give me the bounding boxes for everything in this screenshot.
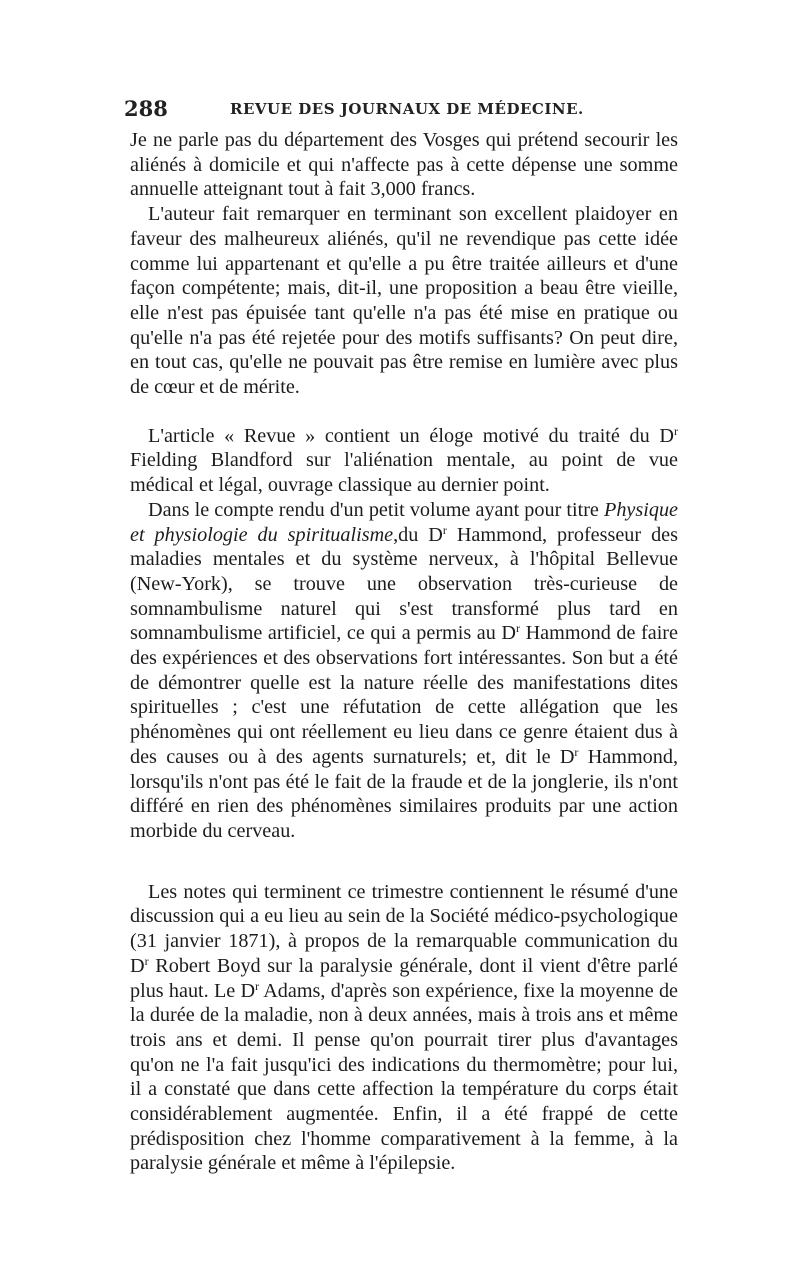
superscript: r [574, 744, 579, 759]
text-run: Fielding Blandford sur l'aliénation mentale, au point de vue médical et légal, ouvrage classique au dernier point. [130, 449, 678, 497]
paragraph-notes-trimestre [130, 880, 678, 1176]
paragraph-text: Je ne parle pas du département des Vosges qui prétend secourir les aliénés à domicile et qui n'affecte pas à cette dépense une somme annuelle atteignant tout à fait 3,000 francs. [130, 129, 678, 201]
text-run: Les notes qui terminent ce trimestre contiennent le résumé d'une discussion qui a eu lieu au sein de la Société médico-psychologique (31 janvier 1871), à propos de la remarquable communication du D [130, 880, 678, 977]
text-run: Hammond de faire des expériences et des observations fort intéressantes. Son but a été de démontrer quelle est la nature réelle des manifestations dites spirituelles ; c'est une réfutation de cette allégation que les phénomènes qui ont réellement eu lieu dans ce genre étaient dus à des causes ou à des agents surnaturels; et, dit le D [130, 622, 678, 768]
text-run: Robert Boyd sur la paralysie générale, dont il vient d'être parlé plus haut. Le D [130, 954, 678, 1002]
superscript: r [144, 953, 149, 968]
paragraph-hammond [130, 498, 678, 844]
text-run: Hammond, lorsqu'ils n'ont pas été le fait de la fraude et de la jonglerie, ils n'ont différé en rien des phénomènes similaires produits par une action morbide du cerveau. [130, 745, 678, 842]
running-title: REVUE DES JOURNAUX DE MÉDECINE. [230, 100, 584, 118]
text-run: Dans le compte rendu d'un petit volume ayant pour titre [148, 498, 604, 521]
page-number: 288 [124, 96, 168, 121]
text-run: Adams, d'après son expérience, fixe la moyenne de la durée de la maladie, non à deux années, mais à trois ans et même trois ans et demi. Il pense qu'on pourrait tirer plus d'avantages qu'on ne l'a fait jusqu'ici des indications du thermomètre; pour lui, il a constaté que dans cette affection la température du corps était considérablement augmentée. Enfin, il a été frappé de cette prédisposition chez l'homme comparativement à la femme, à la paralysie générale et même à l'épilepsie. [130, 979, 679, 1175]
paragraph-vosges [130, 128, 678, 202]
paragraph-plaidoyer [130, 202, 678, 400]
superscript: r [516, 621, 521, 636]
text-run: Hammond, professeur des maladies mentales et du système nerveux, à l'hôpital Bellevue (New-York), se trouve une observation très-curieuse de somnambulisme naturel qui s'est transformé plus tard en somnambulisme artificiel, ce qui a permis au D [130, 523, 678, 645]
text-run: ,du D [393, 523, 443, 546]
superscript: r [442, 522, 447, 537]
superscript: r [255, 978, 260, 993]
paragraph-article-revue [130, 424, 678, 498]
book-title: Physique et physiologie du spiritualisme [130, 498, 678, 546]
body-text [130, 128, 678, 1176]
book-page [124, 96, 679, 1176]
superscript: r [674, 423, 678, 438]
paragraph-text: L'auteur fait remarquer en terminant son excellent plaidoyer en faveur des malheureux aliénés, qu'il ne revendique pas cette idée comme lui appartenant et qu'elle a pu être traitée ailleurs et d'une façon compétente; mais, dit-il, une proposition a beau être vieille, elle n'est pas épuisée tant qu'elle n'a pas été mise en pratique ou qu'elle n'a pas été rejetée pour des motifs suffisants? On peut dire, en tout cas, qu'elle ne pouvait pas être remise en lumière avec plus de cœur et de mérite. [130, 203, 678, 399]
text-run: L'article « Revue » contient un éloge motivé du traité du D [148, 424, 674, 447]
page-header [124, 96, 678, 126]
